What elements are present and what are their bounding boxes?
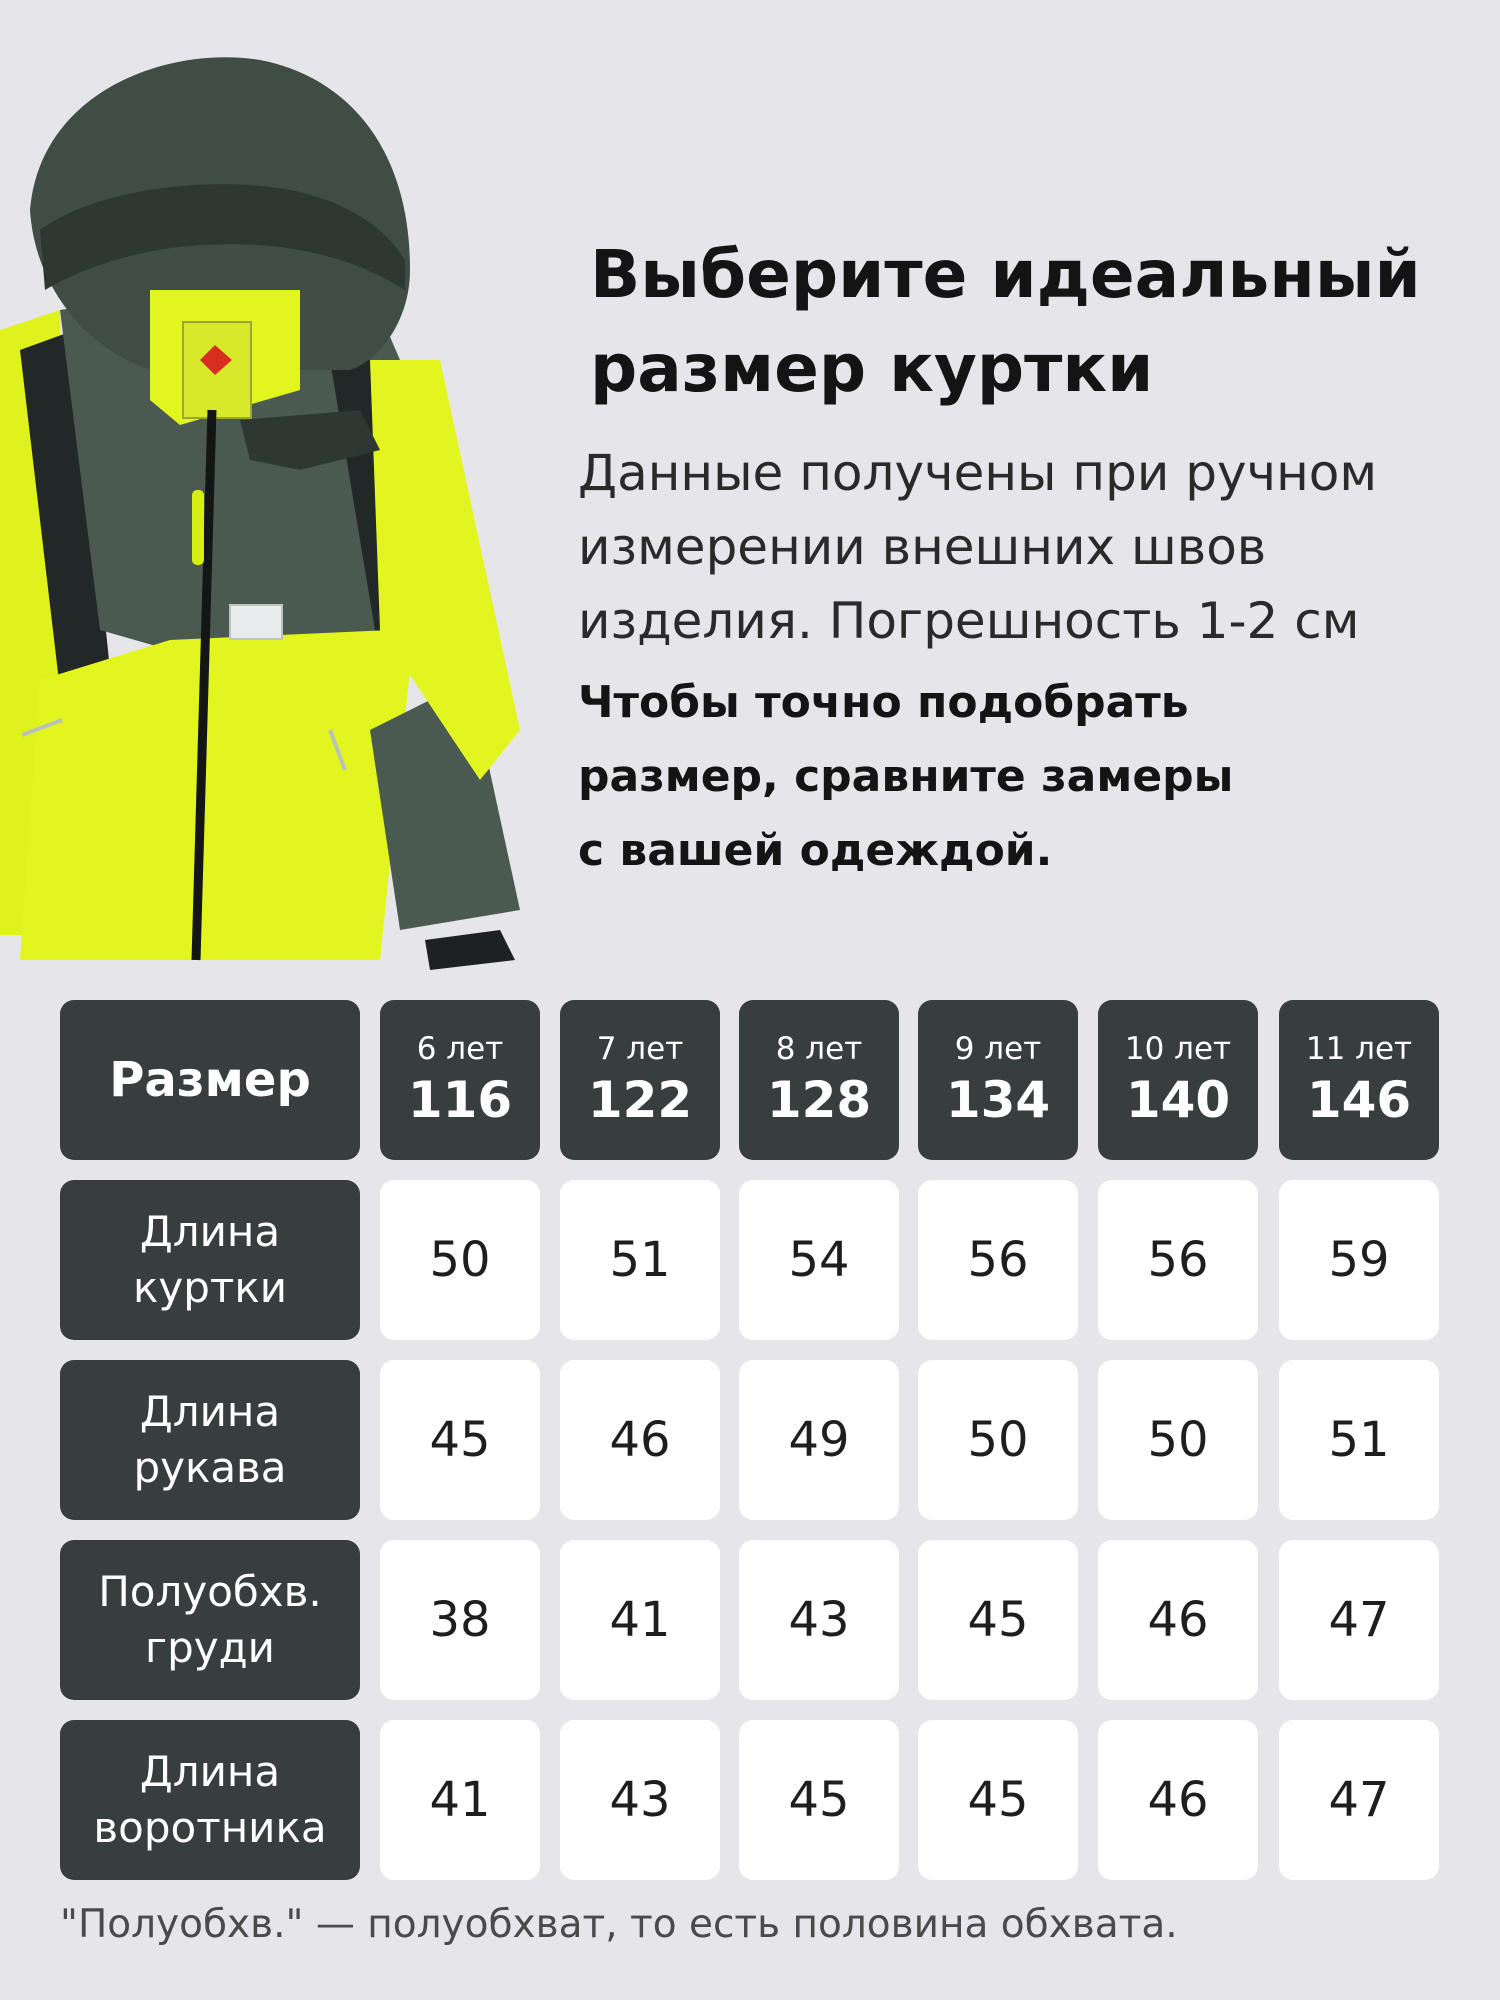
row-label-line: рукава — [133, 1443, 287, 1492]
row-label-jacket-length — [60, 1180, 360, 1340]
page-title-line-2: размер куртки — [590, 330, 1154, 407]
jacket-product-image — [0, 30, 560, 970]
size-age: 11 лет — [1305, 1031, 1413, 1067]
size-column-header — [739, 1000, 899, 1160]
row-label-line: Длина — [139, 1387, 281, 1436]
size-age: 6 лет — [416, 1031, 504, 1067]
table-cell: 54 — [739, 1180, 899, 1340]
size-height: 116 — [407, 1071, 513, 1129]
page-title — [590, 228, 1470, 416]
size-header-label — [60, 1000, 360, 1160]
size-column-header — [918, 1000, 1078, 1160]
row-label-line: куртки — [132, 1263, 287, 1312]
measurement-note-line-2: измерении внешних швов — [578, 518, 1267, 576]
size-height: 122 — [587, 1071, 693, 1129]
fit-advice-line-2: размер, сравните замеры — [578, 751, 1234, 802]
size-age: 7 лет — [596, 1031, 684, 1067]
table-cell: 50 — [380, 1180, 540, 1340]
table-cell: 59 — [1279, 1180, 1439, 1340]
row-label-line: Длина — [139, 1207, 281, 1256]
table-cell: 38 — [380, 1540, 540, 1700]
size-height: 146 — [1306, 1071, 1412, 1129]
row-label-collar-length — [60, 1720, 360, 1880]
table-cell: 47 — [1279, 1720, 1439, 1880]
table-cell: 47 — [1279, 1540, 1439, 1700]
fit-advice — [578, 666, 1478, 888]
measurement-note-line-1: Данные получены при ручном — [578, 444, 1378, 502]
row-label-line: воротника — [93, 1803, 327, 1852]
table-cell: 45 — [739, 1720, 899, 1880]
fit-advice-line-1: Чтобы точно подобрать — [578, 677, 1189, 728]
size-column-header — [1098, 1000, 1258, 1160]
size-age: 10 лет — [1124, 1031, 1232, 1067]
row-label-sleeve-length — [60, 1360, 360, 1520]
page-title-line-1: Выберите идеальный — [590, 236, 1421, 313]
table-cell: 46 — [560, 1360, 720, 1520]
size-height: 140 — [1125, 1071, 1231, 1129]
table-cell: 45 — [918, 1540, 1078, 1700]
row-label-line: груди — [145, 1623, 275, 1672]
measurement-note — [578, 436, 1478, 658]
table-cell: 56 — [918, 1180, 1078, 1340]
table-cell: 43 — [739, 1540, 899, 1700]
table-cell: 43 — [560, 1720, 720, 1880]
table-cell: 50 — [1098, 1360, 1258, 1520]
size-height: 128 — [766, 1071, 872, 1129]
size-column-header — [380, 1000, 540, 1160]
table-cell: 50 — [918, 1360, 1078, 1520]
size-column-header — [1279, 1000, 1439, 1160]
size-table — [60, 1000, 1440, 1880]
size-age: 8 лет — [775, 1031, 863, 1067]
size-header-text: Размер — [109, 1052, 311, 1108]
table-cell: 56 — [1098, 1180, 1258, 1340]
measurement-note-line-3: изделия. Погрешность 1-2 см — [578, 592, 1360, 650]
row-label-line: Полуобхв. — [98, 1567, 322, 1616]
jacket-icon — [0, 57, 520, 970]
table-cell: 45 — [918, 1720, 1078, 1880]
table-cell: 41 — [560, 1540, 720, 1700]
table-cell: 51 — [1279, 1360, 1439, 1520]
size-column-header — [560, 1000, 720, 1160]
fit-advice-line-3: с вашей одеждой. — [578, 825, 1053, 876]
table-cell: 45 — [380, 1360, 540, 1520]
table-cell: 41 — [380, 1720, 540, 1880]
table-cell: 51 — [560, 1180, 720, 1340]
row-label-chest-half-girth — [60, 1540, 360, 1700]
row-label-line: Длина — [139, 1747, 281, 1796]
size-age: 9 лет — [954, 1031, 1042, 1067]
table-cell: 46 — [1098, 1720, 1258, 1880]
footnote: "Полуобхв." — полуобхват, то есть половина обхвата. — [60, 1902, 1178, 1947]
table-cell: 49 — [739, 1360, 899, 1520]
size-height: 134 — [945, 1071, 1051, 1129]
table-cell: 46 — [1098, 1540, 1258, 1700]
